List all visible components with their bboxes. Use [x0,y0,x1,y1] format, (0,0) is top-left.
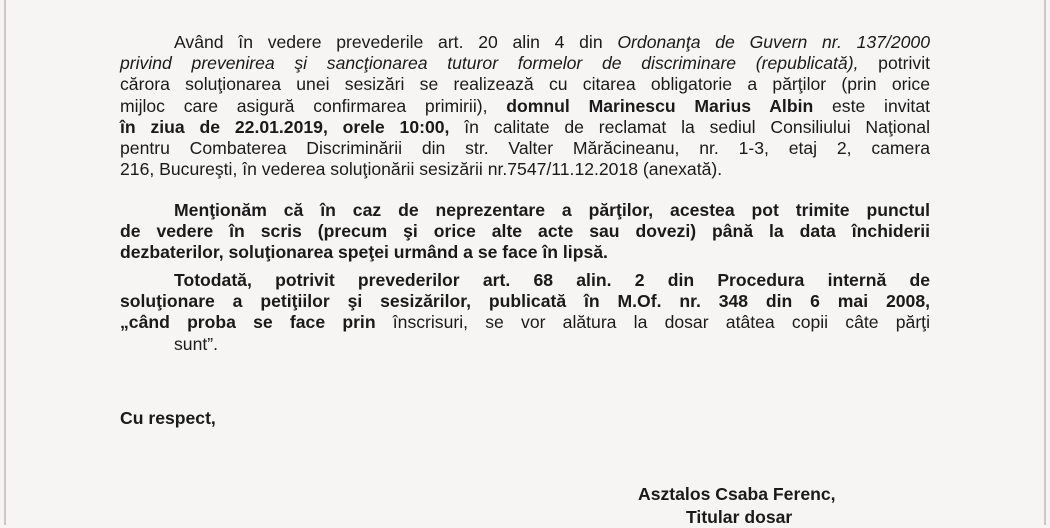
text-line: cărora soluţionarea unei sesizări se realizează cu citarea obligatorie a părţilor (prin orice [120,74,930,95]
text-line: soluţionare a petiţiilor şi sesizărilor, publicată în M.Of. nr. 348 din 6 mai 2008, [120,291,930,312]
text-line: 216, Bucureşti, în vederea soluţionării sesizării nr.7547/11.12.2018 (anexată). [120,159,723,180]
text-line: „când proba se face prin înscrisuri, se vor alătura la dosar atâtea copii câte părţi [120,312,930,333]
closing-salutation: Cu respect, [120,408,216,428]
paragraph-procedure [120,270,930,355]
hearing-datetime: în ziua de 22.01.2019, orele 10:00, [120,116,450,137]
text-line: Având în vedere prevederile art. 20 alin 4 din Ordonanţa de Guvern nr. 137/2000 [174,32,930,52]
text-line: mijloc care asigură confirmarea primirii), domnul Marinescu Marius Albin este invitat [120,95,930,116]
text-line: de vedere în scris (precum şi orice alte acte sau dovezi) până la data închiderii [120,221,930,242]
paragraph-absence-notice [120,200,930,264]
paragraph-invitation [120,32,930,180]
text-line: Menţionăm că în caz de neprezentare a părţilor, acestea pot trimite punctul [174,200,930,220]
text-line: Totodată, potrivit prevederilor art. 68 alin. 2 din Procedura internă de [174,270,930,290]
text-line: dezbaterilor, soluţionarea speţei urmând a se face în lipsă. [120,242,608,263]
text-line: pentru Combaterea Discriminării din str. Valter Mărăcineanu, nr. 1-3, etaj 2, camera [120,138,930,159]
text-line: privind prevenirea şi sancţionarea tuturor formelor de discriminare (republicată), potrivit [120,53,930,74]
page-edge-left [4,0,6,525]
signatory-role: Titular dosar [686,507,793,527]
text-line: sunt”. [174,333,219,354]
page-edge-right [1044,0,1046,525]
signatory-name: Asztalos Csaba Ferenc, [638,484,836,504]
invitee-name: domnul Marinescu Marius Albin [506,95,814,116]
text-line: în ziua de 22.01.2019, orele 10:00, în calitate de reclamat la sediul Consiliului Naţional [120,116,930,137]
